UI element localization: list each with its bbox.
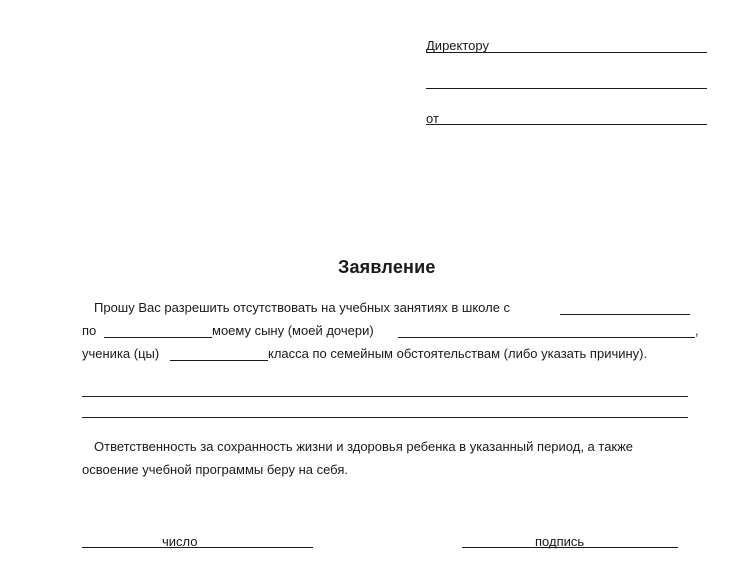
reason-text: класса по семейным обстоятельствам (либо указать причину). bbox=[268, 346, 648, 361]
from-label: от bbox=[426, 111, 439, 126]
director-label: Директору bbox=[426, 38, 489, 53]
from-name-field[interactable] bbox=[426, 124, 707, 125]
date-field[interactable] bbox=[82, 547, 313, 548]
reason-field-line2[interactable] bbox=[82, 417, 688, 418]
until-label: по bbox=[82, 323, 97, 338]
request-text-line1: Прошу Вас разрешить отсутствовать на учебных занятиях в школе с bbox=[94, 300, 511, 315]
child-name-field[interactable] bbox=[398, 337, 695, 338]
comma-text: , bbox=[695, 323, 699, 338]
pupil-label: ученика (цы) bbox=[82, 346, 160, 361]
class-field[interactable] bbox=[170, 360, 268, 361]
end-date-field[interactable] bbox=[104, 337, 212, 338]
document-title: Заявление bbox=[338, 257, 436, 277]
responsibility-line2: освоение учебной программы беру на себя. bbox=[82, 462, 348, 477]
responsibility-line1: Ответственность за сохранность жизни и здоровья ребенка в указанный период, а также bbox=[94, 439, 634, 454]
director-extra-field[interactable] bbox=[426, 88, 707, 89]
start-date-field[interactable] bbox=[560, 314, 690, 315]
signature-label: подпись bbox=[535, 534, 585, 549]
date-label: число bbox=[162, 534, 198, 549]
child-label: моему сыну (моей дочери) bbox=[212, 323, 374, 338]
director-name-field[interactable] bbox=[426, 52, 707, 53]
reason-field-line1[interactable] bbox=[82, 396, 688, 397]
